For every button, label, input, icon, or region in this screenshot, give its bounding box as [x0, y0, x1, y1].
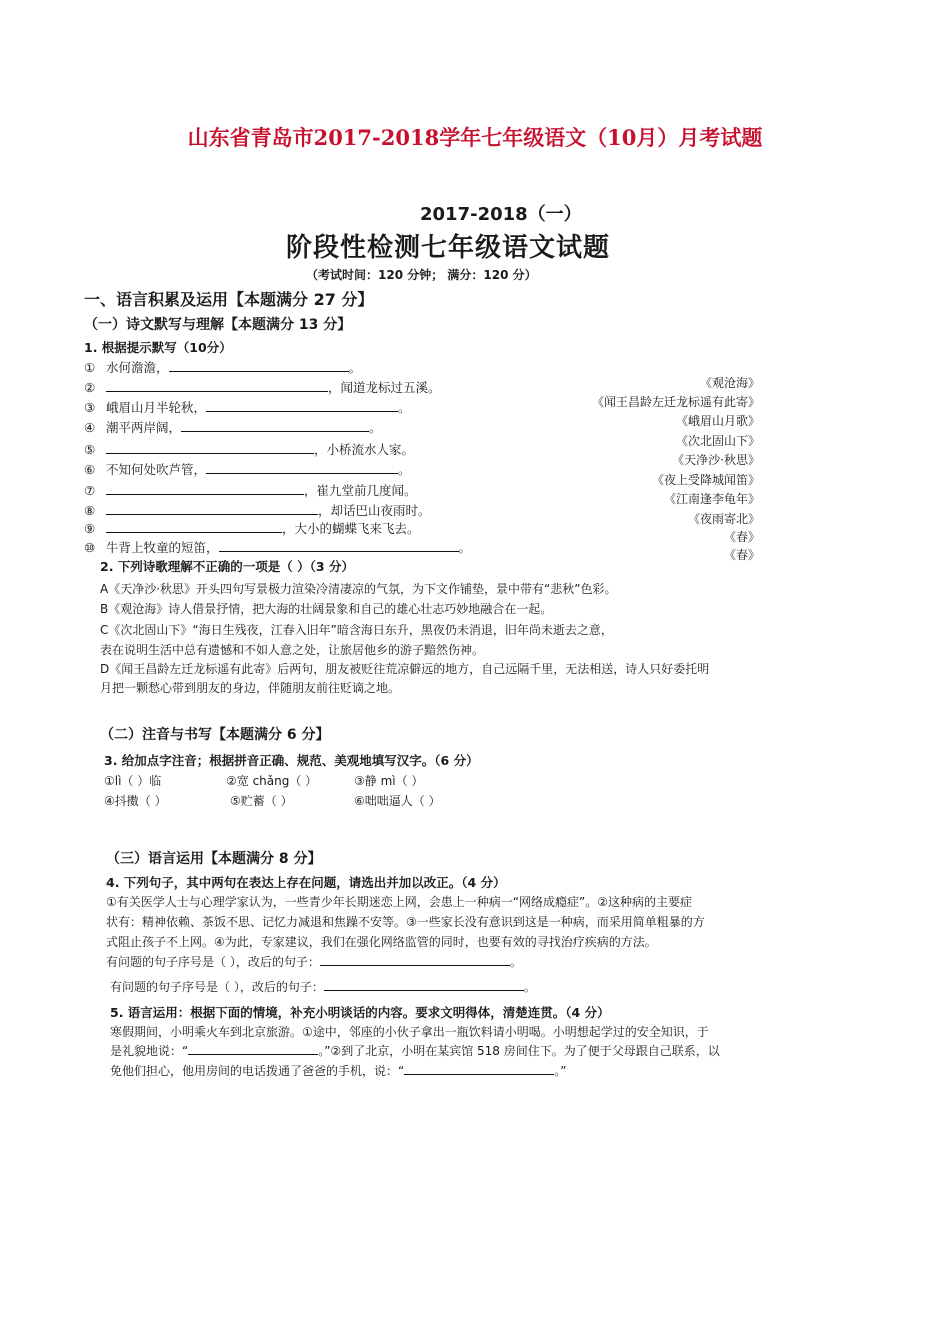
exam-year: 2017-2018（一）: [420, 204, 582, 225]
source-title: 《江南逢李龟年》: [663, 492, 760, 506]
answer-blank[interactable]: [106, 482, 304, 495]
answer-blank[interactable]: [206, 399, 398, 412]
exam-info: （考试时间：120 分钟； 满分：120 分）: [306, 268, 537, 282]
document-title: 山东省青岛市2017-2018学年七年级语文（10月）月考试题: [187, 125, 763, 150]
part-heading-3: （三）语言运用【本题满分 8 分】: [106, 851, 322, 867]
option-d-cont: 月把一颗愁心带到朋友的身边，伴随朋友前往贬谪之地。: [100, 681, 401, 695]
answer-blank[interactable]: [106, 502, 318, 515]
option-c-cont: 表在说明生活中总有遗憾和不如人意之处，让旅居他乡的游子黯然伤神。: [100, 643, 485, 657]
q5-passage-line: 寒假期间，小明乘火车到北京旅游。①途中，邻座的小伙子拿出一瓶饮料请小明喝。小明想起学过的安全知识，于: [110, 1025, 709, 1039]
source-title: 《夜上受降城闻笛》: [651, 473, 760, 487]
pinyin-item: ④抖擞（ ）: [104, 794, 167, 808]
dictation-line-1: ① 水何澹澹， 。: [84, 360, 362, 375]
dictation-line-5: ⑤ ，小桥流水人家。: [84, 442, 415, 457]
answer-blank[interactable]: [106, 520, 282, 533]
source-title: 《次北固山下》: [675, 434, 760, 448]
question-2: 2. 下列诗歌理解不正确的一项是（ ）（3 分）: [100, 559, 354, 574]
answer-blank[interactable]: [320, 953, 510, 966]
pinyin-item: ①lì（ ）临: [104, 774, 162, 788]
pinyin-item: ⑥咄咄逼人（ ）: [354, 794, 441, 808]
option-c: C《次北固山下》“海日生残夜，江春入旧年”暗含海日东升，黑夜仍未消退，旧年尚未逝去之意，: [100, 623, 613, 637]
q4-passage-line: ①有关医学人士与心理学家认为，一些青少年长期迷恋上网，会患上一种病一“网络成瘾症”。②这种病的主要症: [106, 895, 692, 909]
q4-answer-line-1: 有问题的句子序号是（ ），改后的句子： 。: [106, 955, 522, 969]
answer-blank[interactable]: [188, 1042, 318, 1055]
dictation-line-2: ② ，闻道龙标过五溪。: [84, 380, 441, 395]
pinyin-item: ⑤贮蓄（ ）: [230, 794, 293, 808]
q4-passage-line: 状有：精神依赖、茶饭不思、记忆力减退和焦躁不安等。③一些家长没有意识到这是一种病，而采用简单粗暴的方: [106, 915, 705, 929]
question-1: 1. 根据提示默写（10分）: [84, 340, 232, 355]
answer-blank[interactable]: [106, 379, 328, 392]
answer-blank[interactable]: [219, 539, 459, 552]
q4-passage-line: 式阻止孩子不上网。④为此，专家建议，我们在强化网络监管的同时，也要有效的寻找治疗疾病的方法。: [106, 935, 657, 949]
answer-blank[interactable]: [206, 461, 398, 474]
question-4: 4. 下列句子，其中两句在表达上存在问题，请选出并加以改正。（4 分）: [106, 875, 506, 890]
source-title: 《春》: [723, 530, 760, 544]
pinyin-item: ③静 mì（ ）: [354, 774, 424, 788]
q5-passage-line: 是礼貌地说：“ 。”②到了北京，小明在某宾馆 518 房间住下。为了便于父母跟自己联系，以: [110, 1044, 720, 1058]
source-title: 《天净沙·秋思》: [672, 453, 760, 467]
dictation-line-8: ⑧ ，却话巴山夜雨时。: [84, 503, 431, 518]
section-heading-1: 一、语言积累及运用【本题满分 27 分】: [84, 290, 374, 309]
exam-title: 阶段性检测七年级语文试题: [286, 233, 611, 263]
q4-answer-line-2: 有问题的句子序号是（ ），改后的句子： 。: [110, 980, 536, 994]
part-heading-2: （二）注音与书写【本题满分 6 分】: [100, 727, 330, 743]
source-title: 《闻王昌龄左迁龙标遥有此寄》: [591, 395, 760, 409]
dictation-line-4: ④ 潮平两岸阔， 。: [84, 420, 382, 435]
option-d: D《闻王昌龄左迁龙标遥有此寄》后两句，朋友被贬往荒凉僻远的地方，自己远隔千里，无法相送，诗人只好委托明: [100, 662, 710, 676]
answer-blank[interactable]: [181, 419, 369, 432]
pinyin-item: ②宽 chǎng（ ）: [226, 774, 318, 788]
option-a: A《天净沙·秋思》开头四句写景极力渲染冷清凄凉的气氛，为下文作铺垫，景中带有“悲秋”色彩。: [100, 582, 617, 596]
dictation-line-10: ⑩ 牛背上牧童的短笛， 。: [84, 540, 472, 555]
dictation-line-9: ⑨ ，大小的蝴蝶飞来飞去。: [84, 521, 420, 536]
question-3: 3. 给加点字注音；根据拼音正确、规范、美观地填写汉字。（6 分）: [104, 753, 479, 768]
source-title: 《春》: [723, 548, 760, 562]
source-title: 《观沧海》: [699, 376, 760, 390]
source-title: 《夜雨寄北》: [687, 512, 760, 526]
answer-blank[interactable]: [106, 441, 314, 454]
part-heading-1: （一）诗文默写与理解【本题满分 13 分】: [84, 317, 352, 333]
question-5: 5. 语言运用：根据下面的情境，补充小明谈话的内容。要求文明得体，清楚连贯。（4 分）: [110, 1005, 610, 1020]
answer-blank[interactable]: [169, 359, 349, 372]
answer-blank[interactable]: [324, 978, 524, 991]
q5-passage-line: 免他们担心，他用房间的电话拨通了爸爸的手机，说：“ 。”: [110, 1064, 567, 1078]
option-b: B《观沧海》诗人借景抒情，把大海的壮阔景象和自己的雄心壮志巧妙地融合在一起。: [100, 602, 553, 616]
dictation-line-3: ③ 峨眉山月半轮秋， 。: [84, 400, 411, 415]
answer-blank[interactable]: [404, 1062, 554, 1075]
source-title: 《峨眉山月歌》: [675, 414, 760, 428]
dictation-line-7: ⑦ ，崔九堂前几度闻。: [84, 483, 417, 498]
dictation-line-6: ⑥ 不知何处吹芦管， 。: [84, 462, 411, 477]
